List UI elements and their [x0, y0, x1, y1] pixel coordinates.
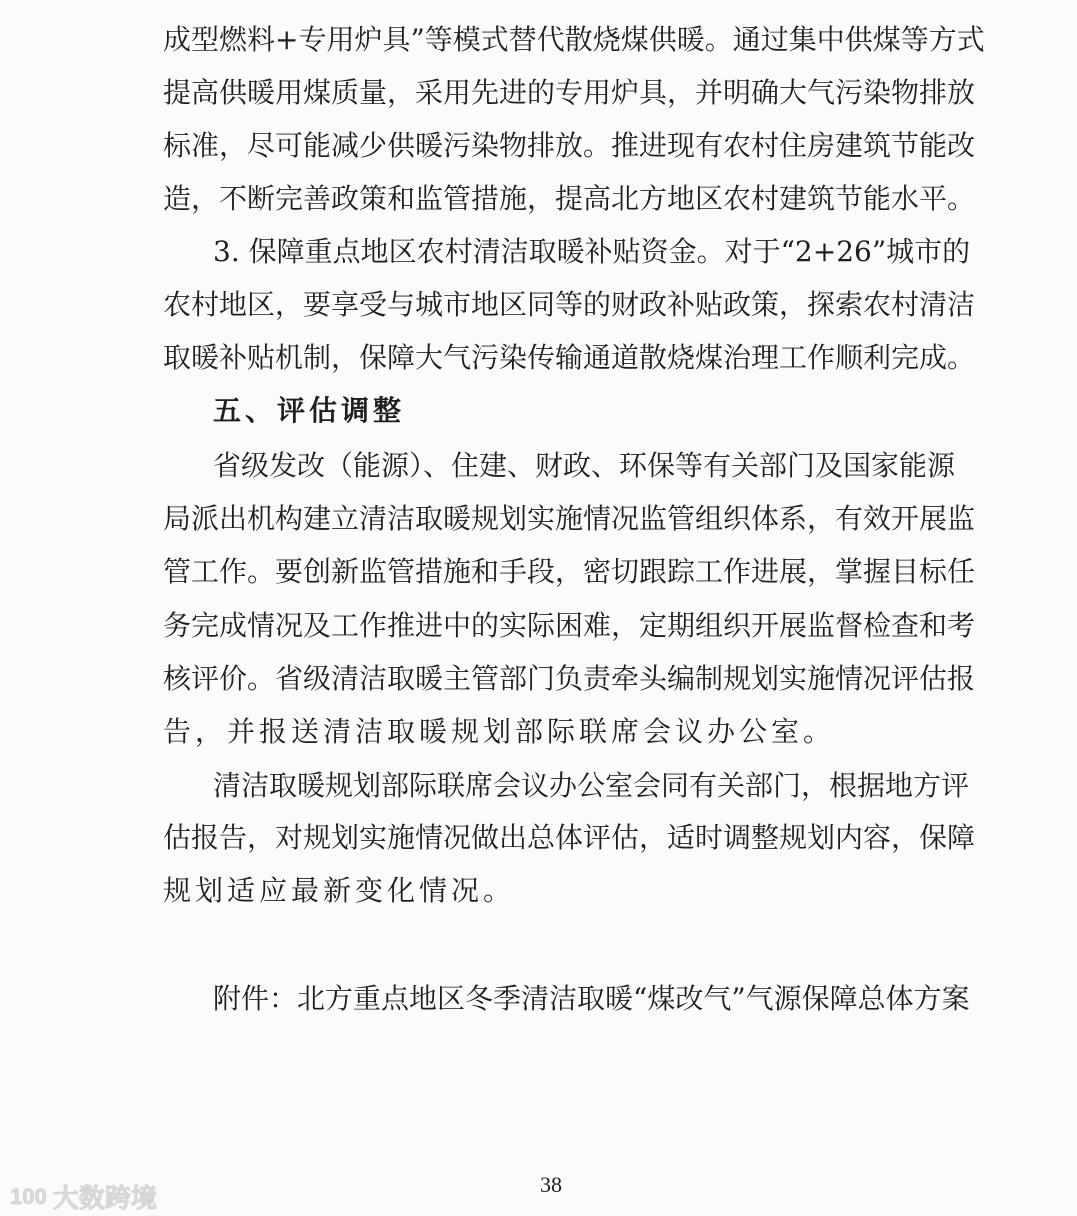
body-line: 标准，尽可能减少供暖污染物排放。推进现有农村住房建筑节能改	[163, 129, 976, 162]
body-line: 核评价。省级清洁取暖主管部门负责牵头编制规划实施情况评估报	[163, 662, 976, 695]
body-line: 清洁取暖规划部际联席会议办公室会同有关部门，根据地方评	[213, 769, 970, 802]
body-line: 省级发改（能源）、住建、财政、环保等有关部门及国家能源	[213, 449, 956, 482]
body-line: 局派出机构建立清洁取暖规划实施情况监管组织体系，有效开展监	[163, 502, 976, 535]
body-line: 3. 保障重点地区农村清洁取暖补贴资金。对于“2+26”城市的	[213, 235, 971, 268]
watermark-text: 大数跨境	[52, 1184, 157, 1214]
section-heading: 五、评估调整	[213, 394, 406, 427]
body-line: 成型燃料+专用炉具”等模式替代散烧煤供暖。通过集中供煤等方式	[163, 23, 985, 56]
watermark-logo-icon: 100	[10, 1183, 47, 1209]
body-line: 估报告，对规划实施情况做出总体评估，适时调整规划内容，保障	[163, 821, 976, 854]
watermark	[10, 1178, 157, 1215]
body-line: 提高供暖用煤质量，采用先进的专用炉具，并明确大气污染物排放	[163, 76, 976, 109]
attachment-line: 附件：北方重点地区冬季清洁取暖“煤改气”气源保障总体方案	[213, 982, 970, 1015]
body-line: 取暖补贴机制，保障大气污染传输通道散烧煤治理工作顺利完成。	[163, 341, 976, 374]
body-line: 管工作。要创新监管措施和手段，密切跟踪工作进展，掌握目标任	[163, 555, 976, 588]
page-number: 38	[540, 1172, 562, 1197]
body-line: 务完成情况及工作推进中的实际困难，定期组织开展监督检查和考	[163, 609, 976, 642]
body-line: 告，并报送清洁取暖规划部际联席会议办公室。	[163, 715, 836, 748]
body-line: 农村地区，要享受与城市地区同等的财政补贴政策，探索农村清洁	[163, 288, 976, 321]
body-line: 造，不断完善政策和监管措施，提高北方地区农村建筑节能水平。	[163, 182, 976, 215]
body-line: 规划适应最新变化情况。	[163, 874, 516, 907]
